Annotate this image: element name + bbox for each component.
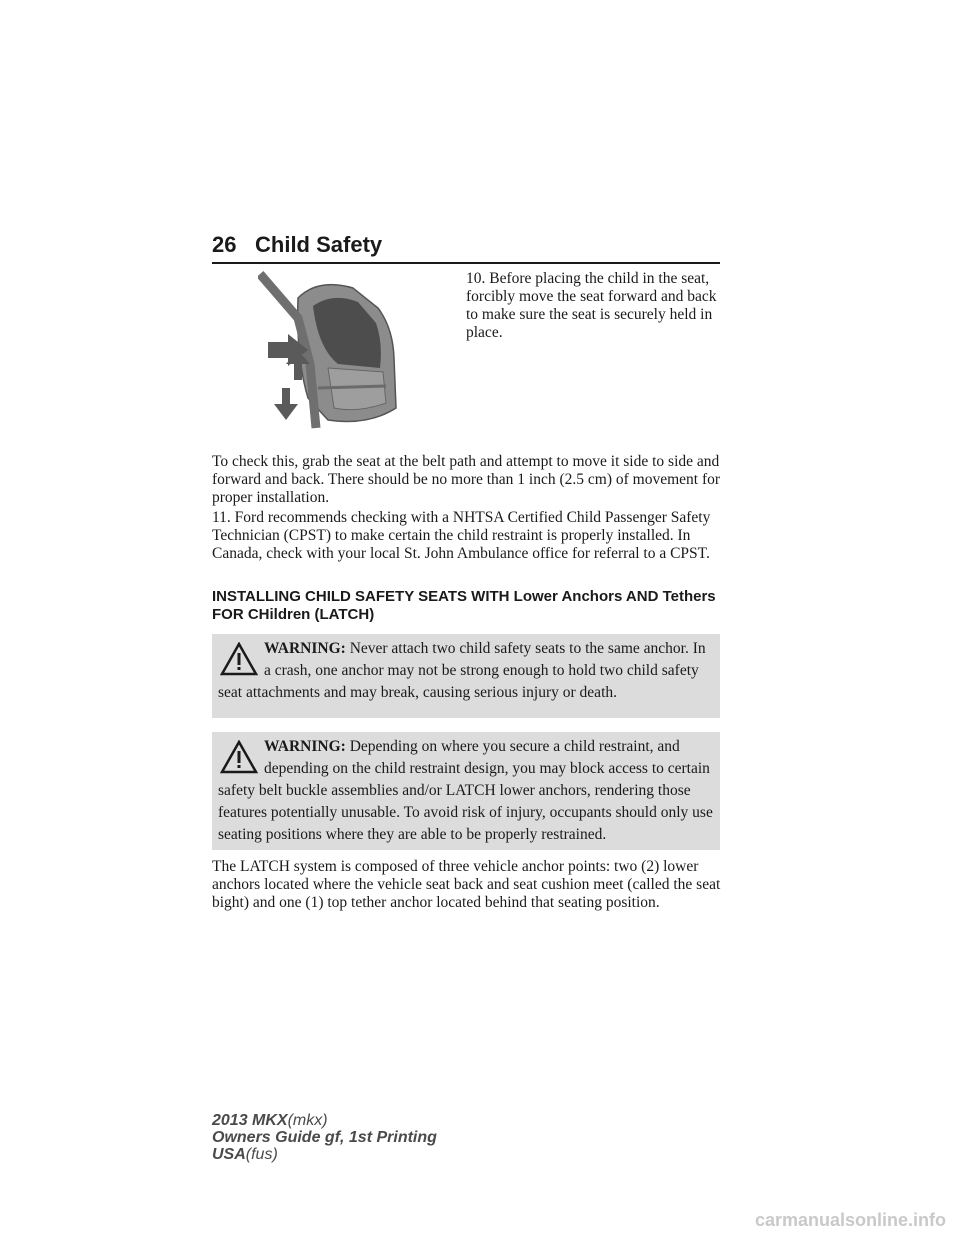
- section-heading-latch: INSTALLING CHILD SAFETY SEATS WITH Lower Anchors AND Tethers FOR CHildren (LATCH): [212, 588, 716, 623]
- warning-label: WARNING:: [264, 738, 346, 755]
- warning-label: WARNING:: [264, 640, 346, 657]
- warning-text: Depending on where you secure a child restraint, and depending on the child restraint design, you may block access to certain safety belt buckle assemblies and/or LATCH lower anchors, rendering those features potentially unusable. To avoid risk of injury, occupants should only use seating positions where they are able to be properly restrained.: [218, 738, 713, 843]
- warning-box-anchors: [212, 634, 720, 718]
- document-footer: [212, 1112, 437, 1163]
- footer-market: USA: [212, 1146, 246, 1163]
- child-seat-illustration: [258, 268, 408, 430]
- step-10-text: 10. Before placing the child in the seat, forcibly move the seat forward and back to make sure the seat is securely held in place.: [466, 270, 717, 341]
- header-rule: [212, 262, 720, 264]
- footer-market-code: (fus): [245, 1146, 278, 1163]
- warning-triangle-icon: [220, 642, 258, 676]
- watermark-link[interactable]: carmanualsonline.info: [754, 1210, 946, 1230]
- warning-text: Never attach two child safety seats to the same anchor. In a crash, one anchor may not be strong enough to hold two child safety seat attachments and may break, causing serious injury or death.: [218, 640, 706, 701]
- warning-triangle-icon: [220, 740, 258, 774]
- page-number: 26: [212, 232, 237, 257]
- warning-box-seating-positions: [212, 732, 720, 850]
- paragraph-step-11: 11. Ford recommends checking with a NHTSA Certified Child Passenger Safety Technician (CPST) to make certain the child restraint is properly installed. In Canada, check with your local St. John Ambulance office for referral to a CPST.: [212, 509, 711, 562]
- footer-guide: Owners Guide gf, 1st Printing: [212, 1129, 437, 1146]
- footer-model-code: (mkx): [287, 1112, 328, 1129]
- footer-model: 2013 MKX: [212, 1112, 288, 1129]
- paragraph-check-movement: To check this, grab the seat at the belt path and attempt to move it side to side and forward and back. There should be no more than 1 inch (2.5 cm) of movement for proper installation.: [212, 453, 721, 506]
- paragraph-latch-system: The LATCH system is composed of three vehicle anchor points: two (2) lower anchors located where the vehicle seat back and seat cushion meet (called the seat bight) and one (1) top tether anchor located behind that seating position.: [212, 858, 721, 911]
- section-title: Child Safety: [255, 232, 383, 257]
